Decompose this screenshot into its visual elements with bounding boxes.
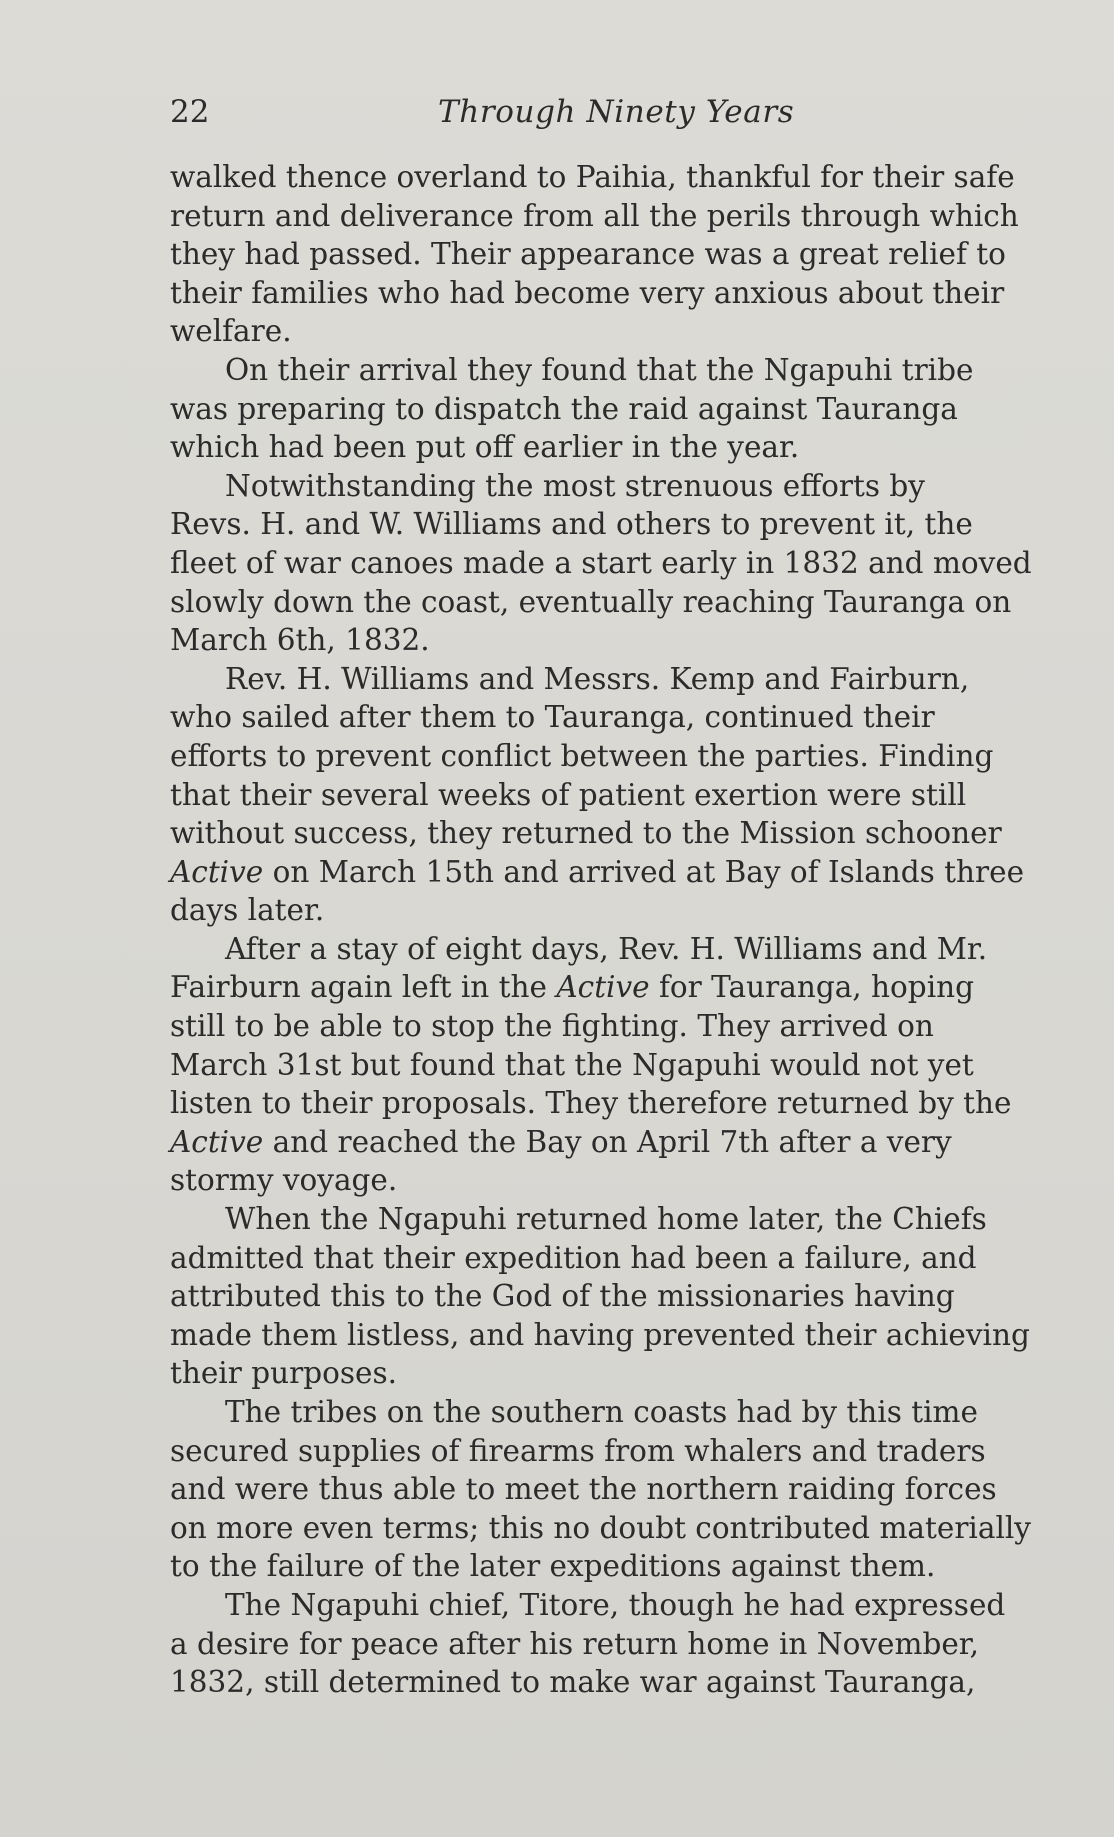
ship-name-italic: Active <box>170 1124 264 1159</box>
text-line: without success, they returned to the Mission schooner <box>170 816 1002 851</box>
text-line: which had been put off earlier in the year. <box>170 430 800 465</box>
text-segment: and reached the Bay on April 7th after a very <box>263 1124 952 1159</box>
text-line: efforts to prevent conflict between the parties. Finding <box>170 738 994 773</box>
text-line: The Ngapuhi chief, Titore, though he had expressed <box>225 1587 1006 1622</box>
text-line: walked thence overland to Paihia, thankful for their safe <box>170 160 1015 194</box>
text-line: Rev. H. Williams and Messrs. Kemp and Fairburn, <box>225 661 970 696</box>
text-line: March 31st but found that the Ngapuhi would not yet <box>170 1047 974 1082</box>
text-line: was preparing to dispatch the raid against Tauranga <box>170 391 958 426</box>
page-header <box>170 92 1060 136</box>
text-line: slowly down the coast, eventually reaching Tauranga on <box>170 584 1012 619</box>
ship-name-italic: Active <box>556 970 650 1005</box>
text-line: Notwithstanding the most strenuous efforts by <box>225 468 925 503</box>
text-line: The tribes on the southern coasts had by this time <box>225 1395 978 1429</box>
text-line: welfare. <box>170 314 292 349</box>
text-line: they had passed. Their appearance was a great relief to <box>170 237 1006 272</box>
text-line: After a stay of eight days, Rev. H. Williams and Mr. <box>225 931 988 966</box>
text-line <box>170 853 1062 892</box>
body-text <box>170 158 1062 1702</box>
text-line: return and deliverance from all the perils through which <box>170 198 1019 233</box>
text-line: a desire for peace after his return home in November, <box>170 1626 980 1661</box>
text-line: March 6th, 1832. <box>170 623 430 658</box>
text-line: who sailed after them to Tauranga, continued their <box>170 700 935 735</box>
text-line: to the failure of the later expeditions against them. <box>170 1549 936 1584</box>
text-line: that their several weeks of patient exertion were still <box>170 777 967 812</box>
text-line: days later. <box>170 893 325 928</box>
text-line: their families who had become very anxious about their <box>170 275 1005 310</box>
text-line: stormy voyage. <box>170 1163 398 1198</box>
text-line: made them listless, and having prevented their achieving <box>170 1317 1030 1352</box>
text-line: On their arrival they found that the Ngapuhi tribe <box>225 352 974 387</box>
text-segment: Fairburn again left in the <box>170 970 557 1005</box>
text-line: still to be able to stop the fighting. They arrived on <box>170 1009 934 1044</box>
text-line: on more even terms; this no doubt contributed materially <box>170 1510 1031 1545</box>
text-segment: for Tauranga, hoping <box>649 970 975 1005</box>
text-line: listen to their proposals. They therefore returned by the <box>170 1086 1012 1121</box>
text-line: admitted that their expedition had been a failure, and <box>170 1240 977 1275</box>
text-line: 1832, still determined to make war against Tauranga, <box>170 1665 976 1700</box>
running-title: Through Ninety Years <box>438 94 795 130</box>
text-line: and were thus able to meet the northern raiding forces <box>170 1472 997 1507</box>
text-line <box>170 1123 1062 1162</box>
text-line: their purposes. <box>170 1356 397 1391</box>
text-line: secured supplies of firearms from whalers and traders <box>170 1433 986 1468</box>
text-line: When the Ngapuhi returned home later, the Chiefs <box>225 1202 987 1237</box>
text-line: attributed this to the God of the missionaries having <box>170 1279 955 1314</box>
ship-name-italic: Active <box>170 854 264 889</box>
text-segment: on March 15th and arrived at Bay of Islands three <box>263 854 1025 889</box>
text-line <box>170 968 1062 1007</box>
page-number: 22 <box>170 94 210 130</box>
text-line: Revs. H. and W. Williams and others to prevent it, the <box>170 507 973 542</box>
text-line: fleet of war canoes made a start early in 1832 and moved <box>170 545 1032 580</box>
